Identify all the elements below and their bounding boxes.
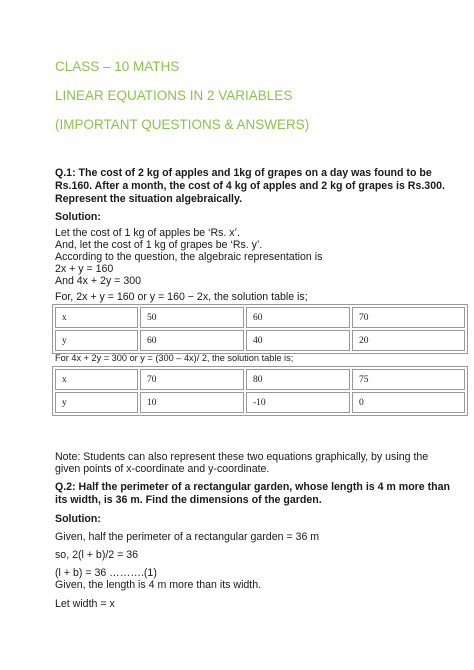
table-cell: -10 — [246, 392, 350, 413]
chapter-heading: LINEAR EQUATIONS IN 2 VARIABLES — [55, 88, 293, 103]
q2-solution-line-1: Given, half the perimeter of a rectangular garden = 36 m — [55, 531, 320, 543]
note-line-1: Note: Students can also represent these two equations graphically, by using the — [55, 451, 429, 463]
table-row — [55, 392, 465, 413]
table-cell: 50 — [140, 307, 244, 328]
q2-question-line-2: its width, is 36 m. Find the dimensions of the garden. — [55, 494, 322, 506]
q1-question-line-3: Represent the situation algebraically. — [55, 193, 243, 205]
q2-solution-line-2: so, 2(l + b)/2 = 36 — [55, 549, 139, 561]
q1-solution-line-5: And 4x + 2y = 300 — [55, 275, 141, 287]
q1-solution-line-3: According to the question, the algebraic representation is — [55, 251, 323, 263]
q1-solution-label: Solution: — [55, 211, 101, 223]
table-cell: y — [55, 392, 138, 413]
table-cell: x — [55, 307, 138, 328]
q1-question-line-1: Q.1: The cost of 2 kg of apples and 1kg of grapes on a day was found to be — [55, 167, 432, 179]
q2-solution-line-5: Let width = x — [55, 598, 115, 610]
solution-table-2 — [52, 366, 468, 416]
table-row — [55, 369, 465, 390]
table2-intro: For 4x + 2y = 300 or y = (300 – 4x)/ 2, the solution table is; — [55, 353, 294, 363]
q2-solution-label: Solution: — [55, 513, 101, 525]
table-cell: 40 — [246, 330, 350, 351]
q2-question-line-1: Q.2: Half the perimeter of a rectangular garden, whose length is 4 m more than — [55, 481, 450, 493]
table-cell: x — [55, 369, 138, 390]
table-cell: 70 — [140, 369, 244, 390]
table-cell: 10 — [140, 392, 244, 413]
subtitle-heading: (IMPORTANT QUESTIONS & ANSWERS) — [55, 117, 310, 132]
table-cell: y — [55, 330, 138, 351]
q1-solution-line-4: 2x + y = 160 — [55, 263, 114, 275]
table-cell: 60 — [246, 307, 350, 328]
table-cell: 80 — [246, 369, 350, 390]
q2-solution-line-3: (l + b) = 36 ……….(1) — [55, 567, 157, 579]
table-cell: 20 — [352, 330, 465, 351]
table-row — [55, 330, 465, 351]
table1-intro: For, 2x + y = 160 or y = 160 − 2x, the solution table is; — [55, 291, 308, 303]
table-cell: 0 — [352, 392, 465, 413]
q1-question-line-2: Rs.160. After a month, the cost of 4 kg of apples and 2 kg of grapes is Rs.300. — [55, 180, 445, 192]
q1-solution-line-1: Let the cost of 1 kg of apples be ‘Rs. x’. — [55, 227, 240, 239]
q2-solution-line-4: Given, the length is 4 m more than its width. — [55, 579, 262, 591]
note-line-2: given points of x-coordinate and y-coordinate. — [55, 463, 270, 475]
q1-solution-line-2: And, let the cost of 1 kg of grapes be ‘Rs. y’. — [55, 239, 263, 251]
table-cell: 70 — [352, 307, 465, 328]
table-cell: 60 — [140, 330, 244, 351]
class-heading: CLASS – 10 MATHS — [55, 59, 180, 74]
solution-table-1 — [52, 304, 468, 354]
table-row — [55, 307, 465, 328]
table-cell: 75 — [352, 369, 465, 390]
